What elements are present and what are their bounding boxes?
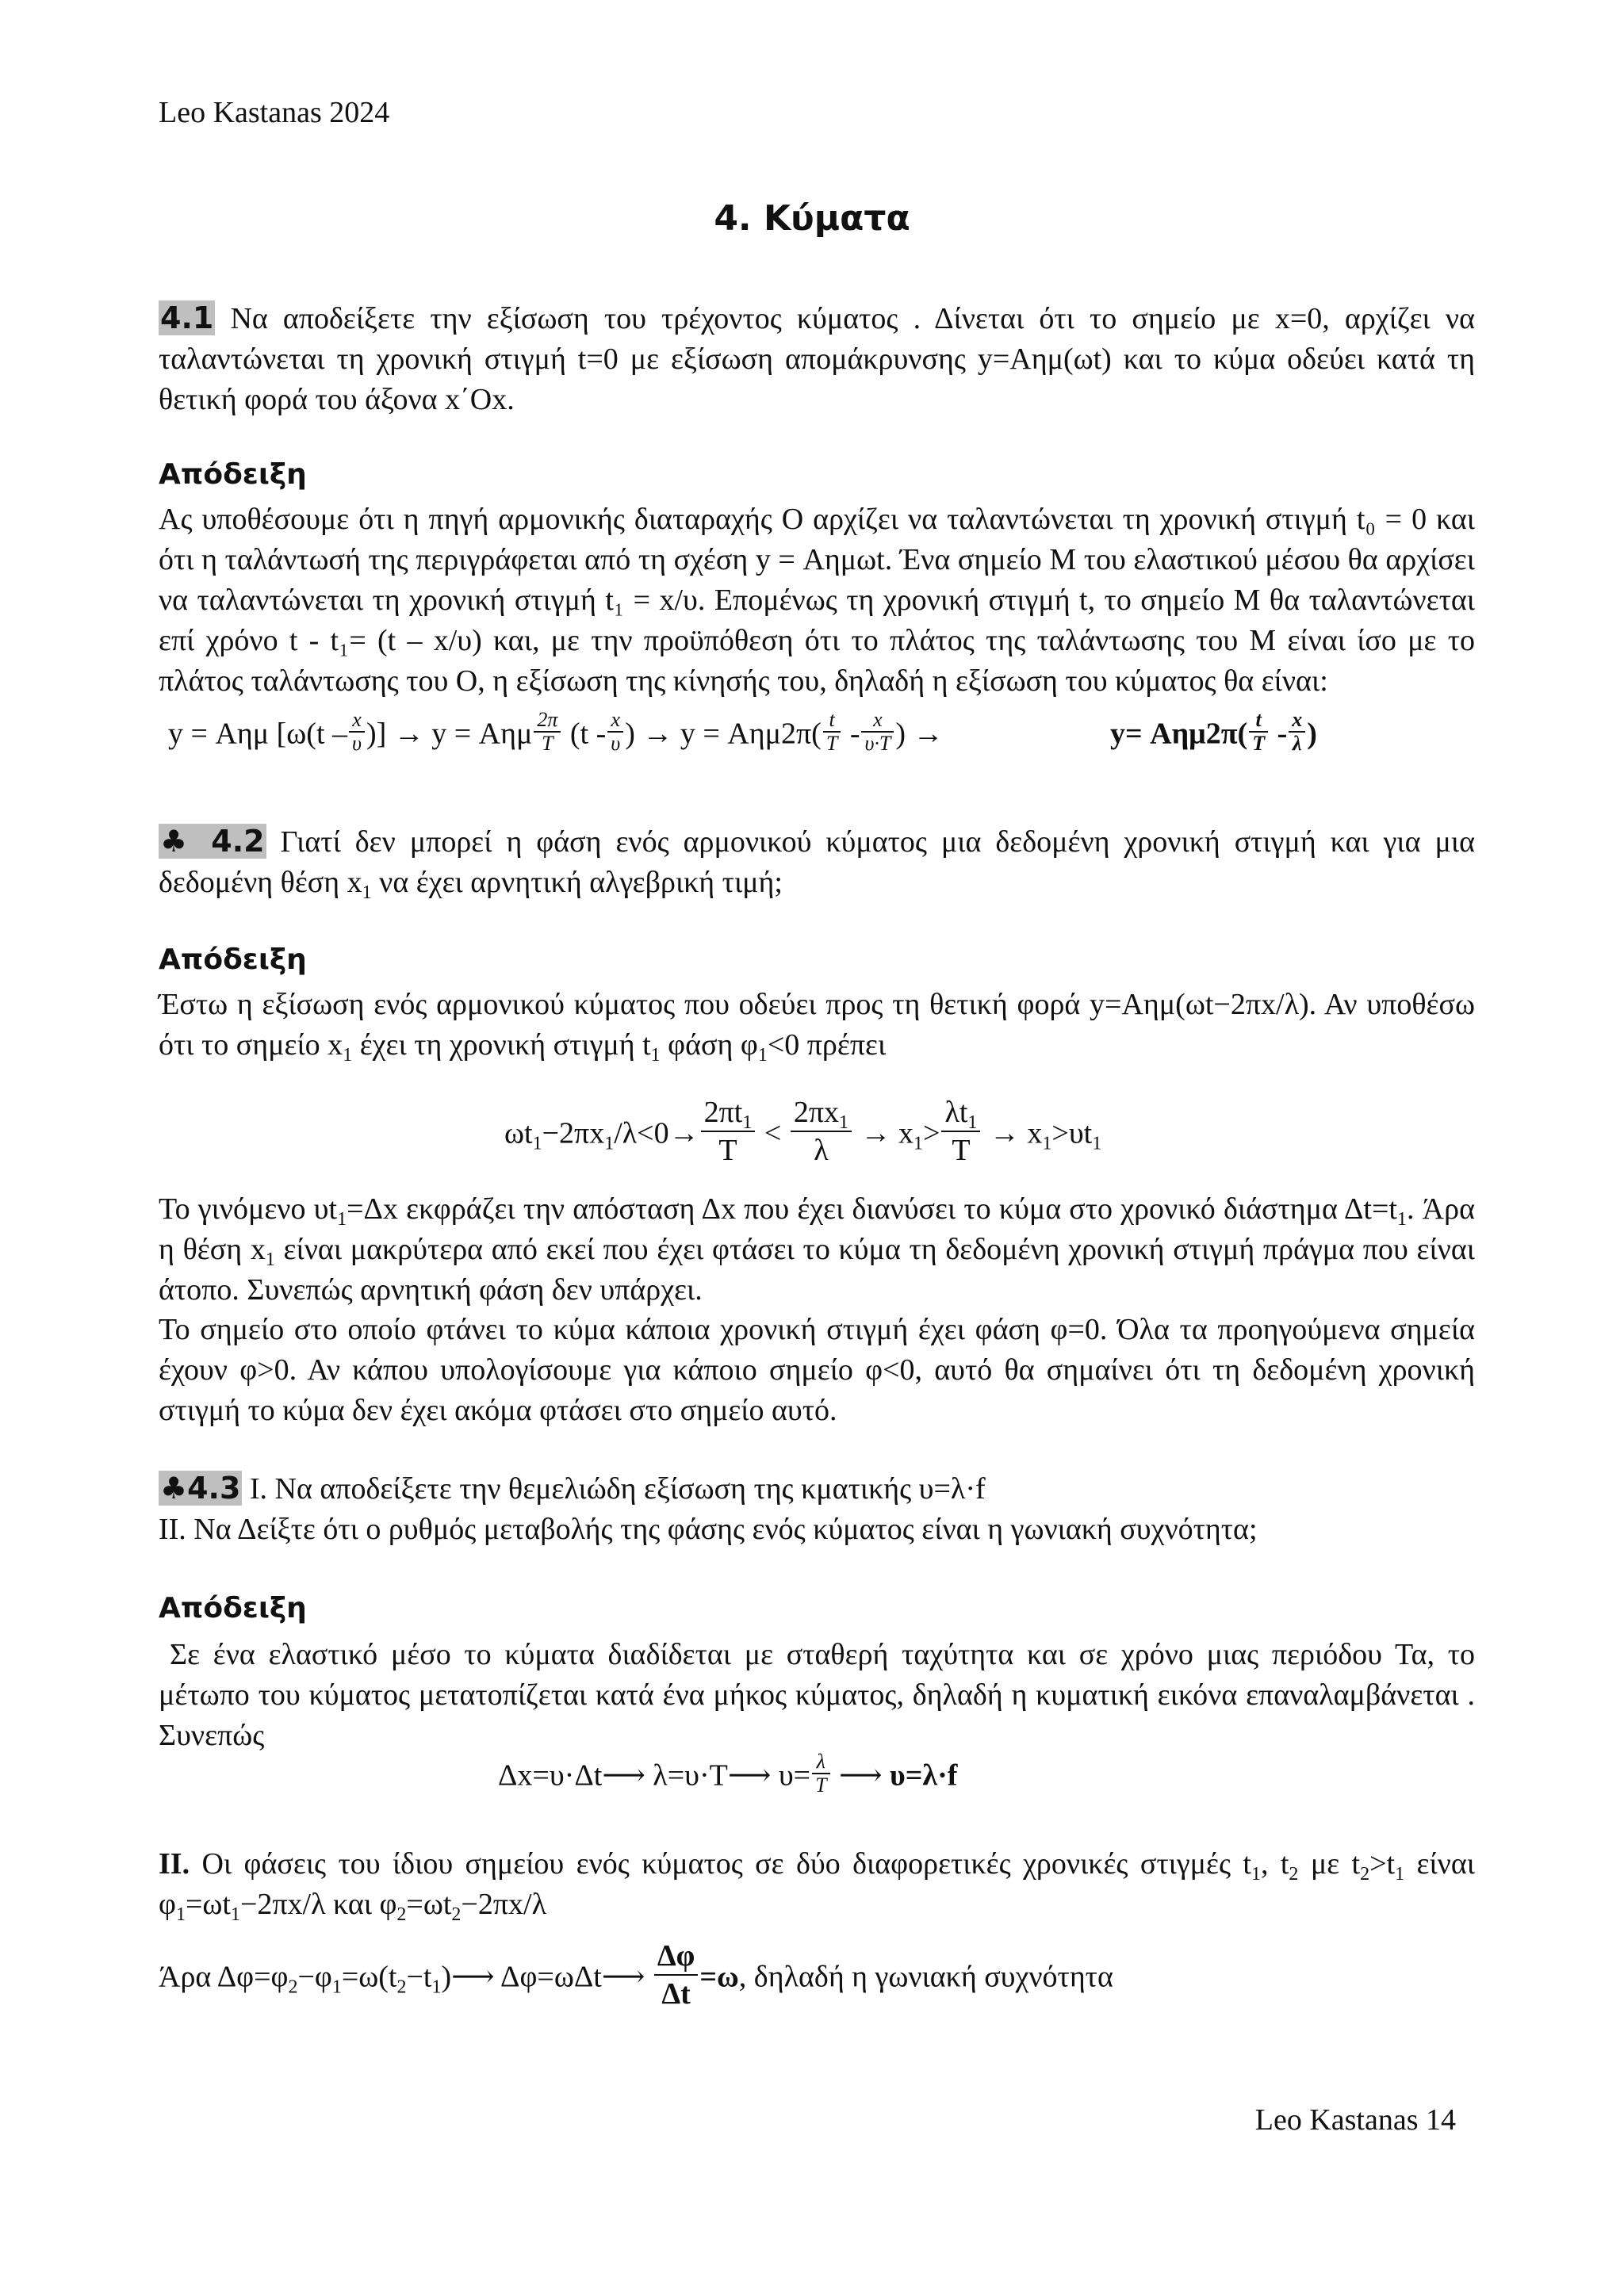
question-text: Γιατί δεν μπορεί η φάση ενός αρμονικού κύματος μια δεδομένη χρονική στιγμή και για μια δεδομένη θέση x <box>159 825 1475 899</box>
proof-text: Το γινόμενο $\upsilon t_1=\Delta x$ εκφράζει την απόσταση Δx που έχει διανύσει το κύμα στο χρονικό διάστημα $\Delta t=t_1$. Άρα η θέση $x_1$ είναι μακρύτερα από εκεί που έχει φτάσει το κύμα τη δεδομένη χρονική στιγμή πράγμα που είναι άτοπο. Συνεπώς αρνητική φάση δεν υπάρχει. <box>159 1192 1475 1307</box>
proof-heading: Απόδειξη <box>159 458 307 491</box>
proof-heading: Απόδειξη <box>159 1592 307 1624</box>
question-number: 4.1 <box>160 300 214 335</box>
proof-text: Το σημείο στο οποίο φτάνει το κύμα κάποια χρονική στιγμή έχει φάση φ=0. Όλα τα προηγούμενα σημεία έχουν φ>0. Αν κάπου υπολογίσουμε για κάποιο σημείο φ<0, αυτό θα σημαίνει ότι τη δεδομένη χρονική στιγμή το κύμα δεν έχει ακόμα φτάσει στο σημείο αυτό. <box>159 1313 1475 1427</box>
question-text: ΙΙ. Να Δείξτε ότι ο ρυθμός μεταβολής της φάσης ενός κύματος είναι η γωνιακή συχνότητα; <box>159 1513 1258 1546</box>
fraction: $\frac{\Delta\varphi}{\Delta t}$ <box>654 1938 699 2012</box>
equation-wave <box>168 708 944 760</box>
question-number: ♣ 4.2 <box>160 824 265 859</box>
equation-velocity: Δx=υ·Δt⟶ λ=υ·Τ⟶ υ= $\frac{\lambda}{T}$ ⟶ υ=λ·f <box>498 1750 958 1797</box>
eq-part: - <box>1270 717 1288 751</box>
question-text: Ι. Να αποδείξετε την θεμελιώδη εξίσωση της κματικής υ=λ·f <box>242 1472 986 1506</box>
fraction: $\frac{t}{T}$ <box>1249 709 1268 755</box>
proof-heading: Απόδειξη <box>159 943 307 976</box>
page-footer: Leo Kastanas 14 <box>1254 2103 1456 2137</box>
equation-phase: $\omega t_1-2\pi x_1/\lambda<0\to$ $\frac{2\pi t_1}{T}$ < $\frac{2\pi x_1}{\lambda}$ → $x_1>$ $\frac{\lambda t_1}{T}$ → $x_1>\upsilon t_1$ <box>504 1096 1102 1167</box>
page-title: 4. Κύματα <box>714 198 910 239</box>
fraction: $\frac{2\pi}{T}$ <box>534 709 561 755</box>
question-4-1 <box>159 298 1475 420</box>
fraction: $\frac{x}{\upsilon}$ <box>349 709 365 755</box>
eq-part: ) → <box>895 717 944 751</box>
proof-text: Έστω η εξίσωση ενός αρμονικού κύματος που οδεύει προς τη θετική φορά y=Αημ(ωt−2πx/λ). Αν υποθέσω ότι το σημείο $x_1$ έχει τη χρονική στιγμή $t_1$ φάση $\varphi_1<0$ πρέπει <box>159 988 1475 1066</box>
fraction: $\frac{2\pi x_1}{\lambda}$ <box>791 1094 852 1169</box>
question-text: να έχει αρνητική αλγεβρική τιμή; <box>371 866 783 899</box>
question-number: ♣4.3 <box>160 1471 241 1506</box>
equation-angular-frequency: Άρα $\Delta\varphi=\varphi_2-\varphi_1=\omega(t_2-t_1)⟶$ Δφ=ωΔt⟶ $\frac{\Delta\varphi}{\Delta t}$ =ω, δηλαδή η γωνιακή συχνότητα <box>159 1939 1113 2011</box>
eq-part: y = Αημ [ω(t – <box>168 717 347 751</box>
page-header: Leo Kastanas 2024 <box>159 96 390 129</box>
eq-part: ) <box>1307 717 1317 751</box>
fraction: $\frac{x}{\upsilon}$ <box>607 709 623 755</box>
question-4-2: ♣ 4.2 Γιατί δεν μπορεί η φάση ενός αρμονικού κύματος μια δεδομένη χρονική στιγμή και για μια δεδομένη θέση $x_1$ να έχει αρνητική αλγεβρική τιμή; <box>159 824 1475 903</box>
question-4-3 <box>159 1468 1475 1550</box>
proof-text: Σε ένα ελαστικό μέσο το κύματα διαδίδεται με σταθερή ταχύτητα και σε χρόνο μιας περιόδου Τα, το μέτωπο του κύματος μετατοπίζεται κατά ένα μήκος κύματος, δηλαδή η κυματική εικόνα επαναλαμβάνεται . Συνεπώς <box>159 1638 1475 1752</box>
equation-result <box>1110 708 1317 760</box>
eq-part: (t - <box>562 717 607 751</box>
proof-text: Ας υποθέσουμε ότι η πηγή αρμονικής διαταραχής Ο αρχίζει να ταλαντώνεται τη χρονική στιγμή t₀ = 0 και ότι η ταλάντωσή της περιγράφεται από τη σχέση y = Αημωt. Ένα σημείο Μ του ελαστικού μέσου θα αρχίσει να ταλαντώνεται τη χρονική στιγμή t₁ = x/υ. Επομένως τη χρονική στιγμή t, το σημείο Μ θα ταλαντώνεται επί χρόνο t - t₁= (t – x/υ) και, με την προϋπόθεση ότι το πλάτος της ταλάντωσης του Μ είναι ίσο με το πλάτος ταλάντωσης του Ο, η εξίσωση της κίνησής του, δηλαδή η εξίσωση του κύματος θα είναι: <box>159 503 1475 698</box>
fraction: $\frac{x}{\upsilon\cdot T}$ <box>861 709 894 755</box>
club-icon: ♣ <box>160 824 194 859</box>
eq-part: - <box>842 717 860 751</box>
fraction: $\frac{\lambda t_1}{T}$ <box>941 1094 980 1169</box>
fraction: $\frac{\lambda}{T}$ <box>812 1751 829 1797</box>
fraction: $\frac{x}{\lambda}$ <box>1289 709 1305 755</box>
eq-part: ) → y = Αημ2π( <box>625 717 822 751</box>
fraction: $\frac{2\pi t_1}{T}$ <box>701 1094 756 1169</box>
question-text: Να αποδείξετε την εξίσωση του τρέχοντος κύματος . Δίνεται ότι το σημείο με x=0, αρχίζει να ταλαντώνεται τη χρονική στιγμή t=0 με εξίσωση απομάκρυνσης y=Αημ(ωt) και το κύμα οδεύει κατά τη θετική φορά του άξονα x΄Ox. <box>159 302 1475 416</box>
eq-part: )] → y = Αημ <box>366 717 533 751</box>
proof-text: ΙΙ. Οι φάσεις του ίδιου σημείου ενός κύματος σε δύο διαφορετικές χρονικές στιγμές $t_1$, $t_2$ με $t_2>t_1$ είναι $\varphi_1=\omega t_1-2\pi x/\lambda$ και $\varphi_2=\omega t_2-2\pi x/\lambda$ <box>159 1847 1475 1925</box>
fraction: $\frac{t}{T}$ <box>823 709 841 755</box>
eq-part: y= Αημ2π( <box>1110 717 1248 751</box>
